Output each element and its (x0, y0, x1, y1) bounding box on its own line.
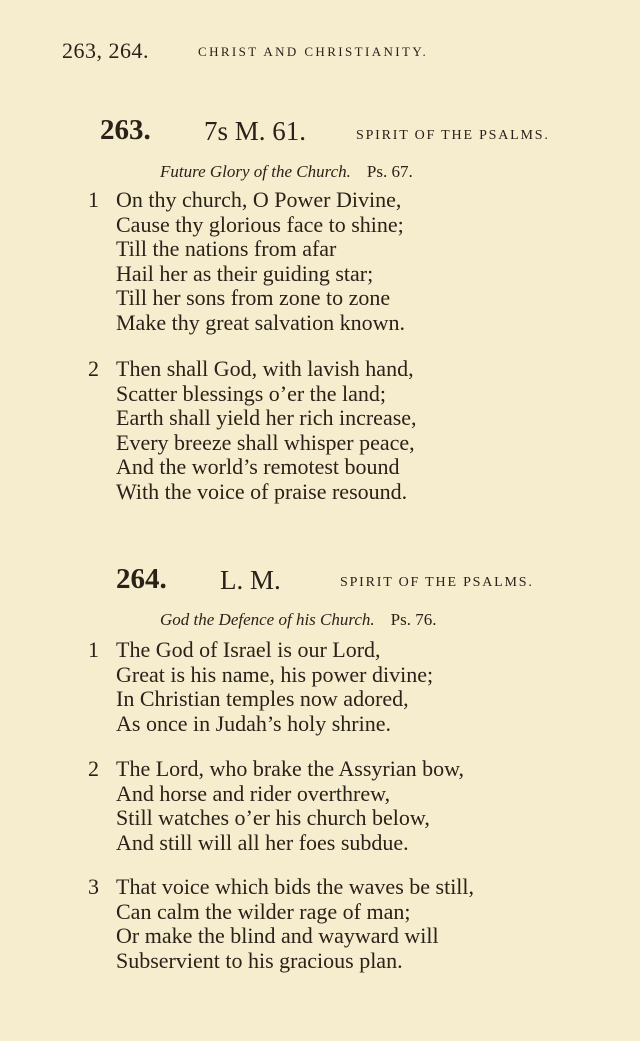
hymn-subtitle (160, 610, 437, 630)
verse-line: And still will all her foes subdue. (116, 829, 409, 855)
verse-line: The God of Israel is our Lord, (116, 637, 381, 662)
hymn-number: 263. (100, 114, 151, 146)
verse-line: That voice which bids the waves be still, (116, 874, 475, 899)
verse-line: As once in Judah’s holy shrine. (116, 710, 391, 736)
hymn-theme: God the Defence of his Church. (160, 610, 375, 629)
verse-line: Or make the blind and wayward will (116, 923, 439, 949)
stanza-number: 2 (88, 756, 99, 781)
stanza-number: 2 (88, 356, 99, 381)
verse-line: Hail her as their guiding star; (116, 260, 374, 286)
running-header (62, 38, 482, 64)
verse-line: Cause thy glorious face to shine; (116, 211, 404, 237)
hymn-source: SPIRIT OF THE PSALMS. (356, 128, 550, 143)
psalm-reference: Ps. 76. (390, 610, 437, 629)
stanza-number: 3 (88, 874, 99, 899)
section-title: CHRIST AND CHRISTIANITY. (198, 44, 429, 59)
verse-line: On thy church, O Power Divine, (116, 187, 402, 212)
hymn-number: 264. (116, 563, 167, 595)
verse-line: Then shall God, with lavish hand, (116, 356, 414, 381)
verse-line: And horse and rider overthrew, (116, 780, 391, 806)
stanza-number: 1 (88, 187, 99, 212)
hymn-meter: 7s M. 61. (204, 116, 307, 146)
verse-line: With the voice of praise resound. (116, 478, 408, 504)
verse-line: Every breeze shall whisper peace, (116, 429, 415, 455)
psalm-reference: Ps. 67. (366, 162, 413, 181)
verse-line: And the world’s remotest bound (116, 454, 400, 480)
verse-line: In Christian temples now adored, (116, 686, 409, 712)
hymn-meter: L. M. (220, 565, 281, 595)
verse-line: Scatter blessings o’er the land; (116, 380, 387, 406)
verse-line: Make thy great salvation known. (116, 309, 405, 335)
verse-line: Till the nations from afar (116, 236, 337, 262)
page-hymn-numbers: 263, 264. (62, 38, 149, 63)
verse-line: Still watches o’er his church below, (116, 805, 430, 831)
hymn-theme: Future Glory of the Church. (160, 162, 351, 181)
verse-line: Earth shall yield her rich increase, (116, 405, 417, 431)
verse-line: Great is his name, his power divine; (116, 661, 434, 687)
hymn-subtitle (160, 162, 413, 182)
hymn-source: SPIRIT OF THE PSALMS. (340, 575, 534, 590)
verse-line: Subservient to his gracious plan. (116, 947, 403, 973)
stanza-number: 1 (88, 637, 99, 662)
verse-line: Can calm the wilder rage of man; (116, 898, 411, 924)
verse-line: The Lord, who brake the Assyrian bow, (116, 756, 465, 781)
verse-line: Till her sons from zone to zone (116, 285, 391, 311)
